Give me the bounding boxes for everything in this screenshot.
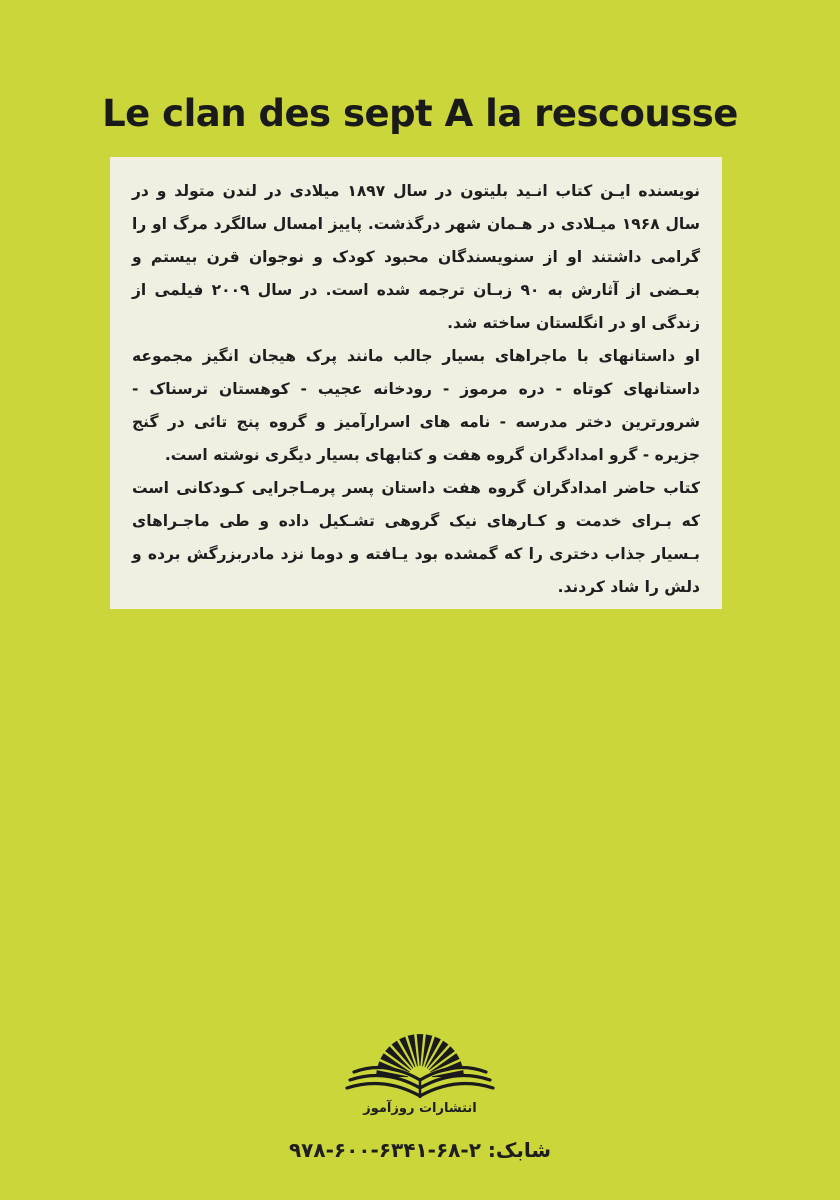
synopsis-paragraph-2: او داستانهای با ماجراهای بسیار جالب مانند پرک هیجان انگیز مجموعه داستانهای کوتاه - دره مرموز - رودخانه عجیب - کوهستان ترسناک - شرورترین دختر مدرسه - نامه های اسرارآمیز و گروه پنج تائی در گنج جزیره - گرو امدادگران گروه هفت و کتابهای بسیار دیگری نوشته است. xyxy=(132,347,700,464)
synopsis-box xyxy=(110,157,722,609)
synopsis-paragraph-3: کتاب حاضر امدادگران گروه هفت داستان پسر پرمـاجرایی کـودکانی است که بـرای خدمت و کـارهای نیک گروهی تشـکیل داده و طی ماجـراهای بـسیار جذاب دختری را که گمشده بود یـافته و دوما نزد مادربزرگش برده و دلش را شاد کردند. xyxy=(132,479,700,596)
book-title: Le clan des sept A la rescousse xyxy=(102,92,738,135)
synopsis-paragraph-1: نویسنده ایـن کتاب انـید بلیتون در سال ۱۸۹۷ میلادی در لندن متولد و در سال ۱۹۶۸ میـلادی در هـمان شهر درگذشت. پاییز امسال سالگرد مرگ او را گرامی داشتند او از سنویسندگان محبود کودک و نوجوان قرن بیستم و بعـضی از آثارش به ۹۰ زبـان ترجمه شده است. در سال ۲۰۰۹ فیلمی از زندگی او در انگلستان ساخته شد. xyxy=(132,182,700,332)
publisher-name: انتشارات روزآموز xyxy=(363,1101,477,1116)
isbn-number: شابک: ۲-۶۸-۶۳۴۱-۶۰۰-۹۷۸ xyxy=(288,1138,552,1162)
logo-ray xyxy=(417,1034,424,1066)
